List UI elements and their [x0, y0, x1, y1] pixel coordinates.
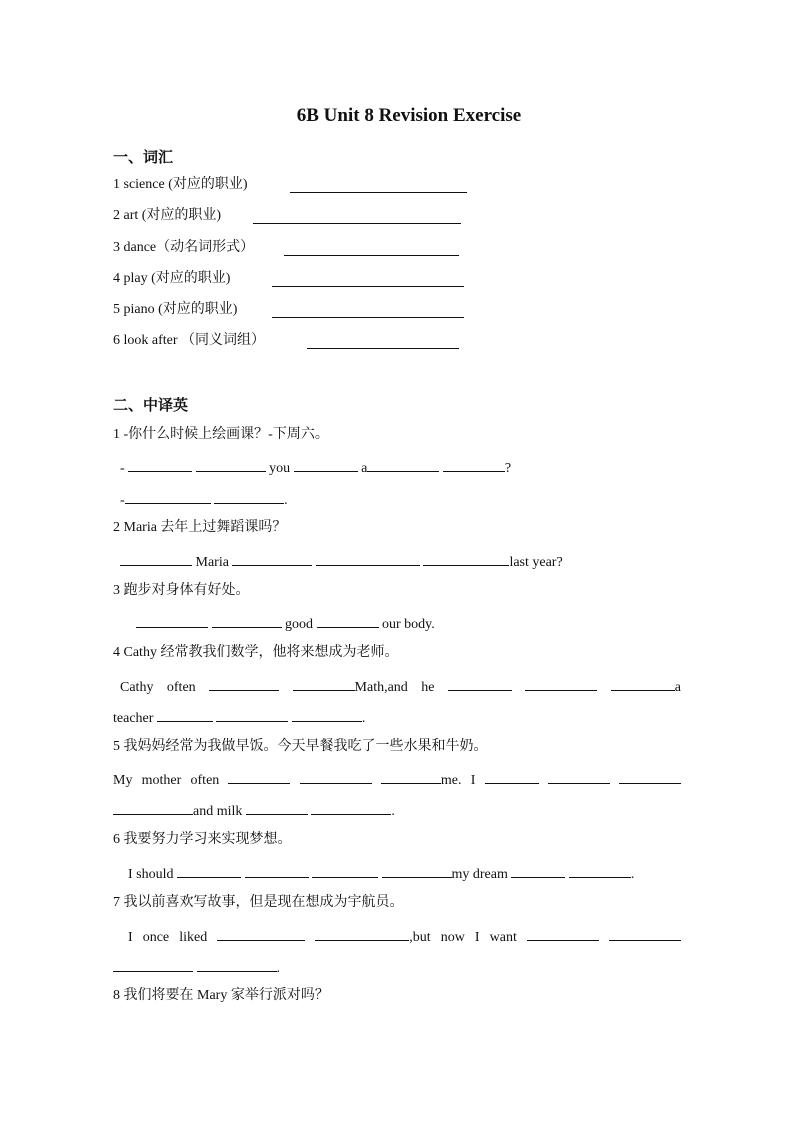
answer-blank[interactable]: [272, 270, 464, 287]
answer-blank[interactable]: [294, 455, 358, 472]
vocab-item-2: [113, 205, 221, 227]
answer-blank[interactable]: [525, 674, 597, 691]
answer-blank[interactable]: [272, 301, 464, 318]
vocab-item-4: [113, 268, 230, 290]
section-translation-heading: 二、中译英: [113, 398, 189, 414]
text: me.: [440, 773, 462, 788]
text: Maria: [195, 555, 229, 570]
answer-blank[interactable]: [217, 924, 305, 941]
question-5-line-1: [113, 767, 681, 789]
question-7-line-2: [113, 955, 280, 977]
text: dream: [472, 867, 508, 882]
text: .: [361, 711, 366, 726]
question-6-prompt: 6 我要努力学习来实现梦想。: [113, 832, 292, 847]
text: My: [113, 773, 133, 788]
answer-blank[interactable]: [307, 332, 459, 349]
answer-blank[interactable]: [300, 767, 372, 784]
question-4-prompt: 4 Cathy 经常教我们数学，他将来想成为老师。: [113, 645, 399, 660]
vocab-item-text: 3 dance（动名词形式）: [113, 240, 255, 255]
question-3-line: [136, 611, 435, 633]
answer-blank[interactable]: [113, 955, 193, 972]
text: once: [142, 930, 170, 945]
text: I should: [128, 867, 174, 882]
answer-blank[interactable]: [609, 924, 681, 941]
text: want: [489, 930, 517, 945]
answer-blank[interactable]: [228, 767, 290, 784]
vocab-item-text: 2 art (对应的职业): [113, 208, 222, 223]
vocab-item-6: [113, 330, 265, 352]
text: he: [421, 680, 435, 695]
text: .: [630, 867, 635, 882]
text: a: [361, 461, 368, 476]
text: now: [440, 930, 465, 945]
answer-blank[interactable]: [136, 611, 208, 628]
text: our body.: [382, 617, 435, 632]
answer-blank[interactable]: [125, 487, 211, 504]
question-4-line-1: [120, 674, 681, 696]
question-2-line: [120, 549, 563, 571]
text: .: [391, 804, 395, 819]
answer-blank[interactable]: [253, 207, 461, 224]
answer-blank[interactable]: [611, 674, 675, 691]
answer-blank[interactable]: [197, 955, 277, 972]
answer-blank[interactable]: [232, 549, 312, 566]
answer-blank[interactable]: [317, 611, 379, 628]
vocab-item-1: [113, 174, 248, 196]
question-1-line-1: [120, 455, 511, 477]
text: you: [269, 461, 291, 476]
answer-blank[interactable]: [113, 798, 193, 815]
answer-blank[interactable]: [381, 767, 441, 784]
answer-blank[interactable]: [485, 767, 539, 784]
text: ,but: [409, 930, 431, 945]
answer-blank[interactable]: [511, 861, 565, 878]
text: liked: [179, 930, 208, 945]
text: my: [451, 867, 470, 882]
text: mother: [141, 773, 182, 788]
text: I: [470, 773, 476, 788]
answer-blank[interactable]: [312, 861, 378, 878]
vocab-item-text: 4 play (对应的职业): [113, 271, 231, 286]
vocab-item-5: [113, 299, 237, 321]
vocab-item-text: 1 science (对应的职业): [113, 177, 248, 192]
answer-blank[interactable]: [382, 861, 452, 878]
question-1-prompt: 1 -你什么时候上绘画课？-下周六。: [113, 427, 329, 442]
answer-blank[interactable]: [246, 798, 308, 815]
text: ?: [504, 461, 512, 476]
answer-blank[interactable]: [292, 705, 362, 722]
answer-blank[interactable]: [548, 767, 610, 784]
text: -: [120, 461, 125, 476]
answer-blank[interactable]: [448, 674, 512, 691]
answer-blank[interactable]: [196, 455, 266, 472]
text: last year?: [509, 555, 563, 570]
answer-blank[interactable]: [120, 549, 192, 566]
answer-blank[interactable]: [212, 611, 282, 628]
vocab-item-3: [113, 237, 254, 259]
text: I: [128, 930, 133, 945]
vocab-item-text: 6 look after （同义词组）: [113, 333, 266, 348]
text: and milk: [193, 804, 243, 819]
text: -: [120, 493, 125, 508]
question-2-prompt: 2 Maria 去年上过舞蹈课吗？: [113, 520, 287, 535]
answer-blank[interactable]: [293, 674, 355, 691]
question-8-prompt: 8 我们将要在 Mary 家举行派对吗？: [113, 988, 329, 1003]
answer-blank[interactable]: [443, 455, 505, 472]
answer-blank[interactable]: [367, 455, 439, 472]
answer-blank[interactable]: [423, 549, 509, 566]
answer-blank[interactable]: [157, 705, 213, 722]
question-4-line-2: [113, 705, 365, 727]
question-5-line-2: [113, 798, 395, 820]
text: teacher: [113, 711, 154, 726]
answer-blank[interactable]: [619, 767, 681, 784]
question-1-line-2: [120, 487, 288, 509]
answer-blank[interactable]: [284, 239, 459, 256]
answer-blank[interactable]: [209, 674, 279, 691]
question-3-prompt: 3 跑步对身体有好处。: [113, 583, 250, 598]
answer-blank[interactable]: [214, 487, 284, 504]
text: Cathy: [120, 680, 154, 695]
text: often: [166, 680, 196, 695]
answer-blank[interactable]: [216, 705, 288, 722]
question-7-prompt: 7 我以前喜欢写故事，但是现在想成为宇航员。: [113, 895, 404, 910]
answer-blank[interactable]: [315, 924, 409, 941]
vocab-item-text: 5 piano (对应的职业): [113, 302, 238, 317]
answer-blank[interactable]: [569, 861, 631, 878]
answer-blank[interactable]: [245, 861, 309, 878]
question-5-prompt: 5 我妈妈经常为我做早饭。今天早餐我吃了一些水果和牛奶。: [113, 739, 488, 754]
answer-blank[interactable]: [311, 798, 391, 815]
section-vocabulary-heading: 一、词汇: [113, 150, 174, 166]
text: often: [190, 773, 220, 788]
answer-blank[interactable]: [290, 176, 467, 193]
text: Math,and: [354, 680, 408, 695]
text: I: [474, 930, 480, 945]
answer-blank[interactable]: [527, 924, 599, 941]
text: .: [284, 493, 288, 508]
text: good: [285, 617, 313, 632]
question-7-line-1: [128, 924, 681, 946]
answer-blank[interactable]: [177, 861, 241, 878]
text: a: [674, 680, 681, 695]
page-title: 6B Unit 8 Revision Exercise: [296, 105, 522, 126]
question-6-line: [128, 861, 634, 883]
answer-blank[interactable]: [316, 549, 420, 566]
answer-blank[interactable]: [128, 455, 192, 472]
text: .: [276, 961, 280, 976]
